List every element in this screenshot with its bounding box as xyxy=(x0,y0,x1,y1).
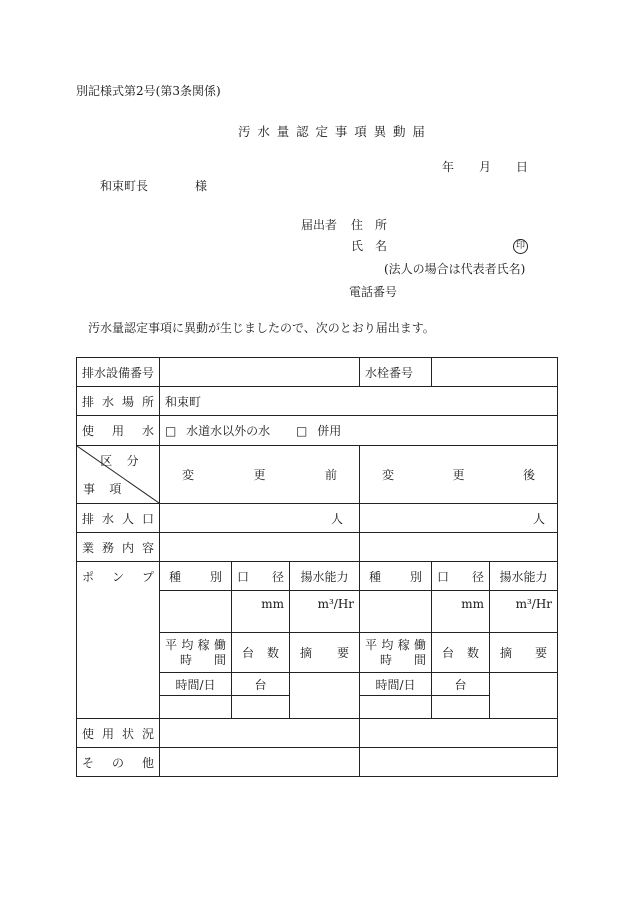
avg-operation-line2-text-after: 時間 xyxy=(380,652,427,667)
unit-count-text-before: 台数 xyxy=(242,646,279,660)
drain-location-label-text: 排水場所 xyxy=(82,394,154,409)
pump-bore-after-field[interactable]: mm xyxy=(432,591,490,633)
date-year-label: 年 xyxy=(442,160,455,174)
summary-after-field[interactable] xyxy=(490,673,558,719)
avg-operation-header-after xyxy=(360,633,432,673)
pump-bore-text-before: 口径 xyxy=(237,569,284,584)
business-content-label xyxy=(77,533,160,562)
avg-operation-line2-before xyxy=(165,653,226,668)
water-used-options xyxy=(160,416,558,446)
checkbox-combined[interactable]: □ xyxy=(296,424,308,438)
before-change-text: 変更前 xyxy=(182,468,338,482)
business-content-after[interactable] xyxy=(360,533,558,562)
before-change-header xyxy=(160,446,360,504)
pump-bore-header-before xyxy=(232,562,290,591)
drain-population-label xyxy=(77,504,160,533)
hours-per-day-after-value[interactable] xyxy=(360,696,432,719)
after-change-text: 変更後 xyxy=(382,468,536,482)
usage-status-label-text: 使用状況 xyxy=(82,726,154,741)
hours-per-day-after-field[interactable]: 時間/日 xyxy=(360,673,432,696)
drain-location-field[interactable]: 和束町 xyxy=(160,387,558,416)
business-content-before[interactable] xyxy=(160,533,360,562)
pump-label-text: ポンプ xyxy=(82,570,154,584)
page-title: 汚水量認定事項異動届 xyxy=(238,124,432,139)
summary-text-before: 摘要 xyxy=(300,646,350,660)
drain-population-after[interactable]: 人 xyxy=(360,504,558,533)
addressee: 和束町長 xyxy=(100,179,149,193)
pump-type-header-after xyxy=(360,562,432,591)
notification-table xyxy=(76,357,558,777)
avg-operation-line2-after xyxy=(365,653,426,668)
diagonal-header-cell xyxy=(77,446,160,504)
unit-machines-after-field[interactable]: 台 xyxy=(432,673,490,696)
summary-text-after: 摘要 xyxy=(500,646,548,660)
seal-glyph: 印 xyxy=(513,239,528,254)
option-non-tap-label: 水道水以外の水 xyxy=(186,424,271,438)
other-before[interactable] xyxy=(160,748,360,777)
pump-bore-header-after xyxy=(432,562,490,591)
business-content-label-text: 業務内容 xyxy=(82,540,154,555)
avg-operation-header-before xyxy=(160,633,232,673)
summary-header-after xyxy=(490,633,558,673)
name-label: 氏 名 xyxy=(351,239,388,253)
seal-mark xyxy=(513,238,528,254)
drain-location-label xyxy=(77,387,160,416)
drain-population-label-text: 排水人口 xyxy=(82,511,154,526)
other-label xyxy=(77,748,160,777)
date-day-label: 日 xyxy=(516,160,529,174)
water-used-label xyxy=(77,416,160,446)
hours-per-day-before-field[interactable]: 時間/日 xyxy=(160,673,232,696)
pump-capacity-header-after: 揚水能力 xyxy=(490,562,558,591)
hours-per-day-before-value[interactable] xyxy=(160,696,232,719)
honorific: 様 xyxy=(195,179,208,193)
avg-operation-line1-after: 平均稼働 xyxy=(365,637,427,652)
after-change-header xyxy=(360,446,558,504)
drain-population-before[interactable]: 人 xyxy=(160,504,360,533)
pump-type-after-field[interactable] xyxy=(360,591,432,633)
phone-label: 電話番号 xyxy=(349,285,398,299)
statement-text: 汚水量認定事項に異動が生じましたので、次のとおり届出ます。 xyxy=(88,321,435,335)
other-after[interactable] xyxy=(360,748,558,777)
unit-count-header-after xyxy=(432,633,490,673)
corporate-note: (法人の場合は代表者氏名) xyxy=(384,262,526,276)
water-used-label-text: 使用水 xyxy=(82,424,154,438)
pump-bore-text-after: 口径 xyxy=(437,569,485,584)
pump-capacity-header-before: 揚水能力 xyxy=(290,562,360,591)
pump-type-before-field[interactable] xyxy=(160,591,232,633)
usage-status-after[interactable] xyxy=(360,719,558,748)
form-number: 別記様式第2号(第3条関係) xyxy=(76,84,221,98)
pump-bore-before-field[interactable]: mm xyxy=(232,591,290,633)
option-combined-label: 併用 xyxy=(317,424,342,438)
hydrant-no-field[interactable] xyxy=(432,358,558,387)
pump-capacity-before-field[interactable]: m³/Hr xyxy=(290,591,360,633)
pump-capacity-after-field[interactable]: m³/Hr xyxy=(490,591,558,633)
pump-type-text-after: 種別 xyxy=(369,569,423,584)
unit-machines-before-field[interactable]: 台 xyxy=(232,673,290,696)
other-label-text: その他 xyxy=(82,755,154,770)
summary-before-field[interactable] xyxy=(290,673,360,719)
pump-label xyxy=(77,562,160,719)
usage-status-label xyxy=(77,719,160,748)
checkbox-non-tap[interactable]: □ xyxy=(165,424,177,438)
drain-facility-no-label: 排水設備番号 xyxy=(77,358,160,387)
pump-type-text-before: 種別 xyxy=(169,569,222,584)
unit-count-header-before xyxy=(232,633,290,673)
pump-type-header-before xyxy=(160,562,232,591)
applicant-role-label: 届出者 xyxy=(301,218,338,232)
summary-header-before xyxy=(290,633,360,673)
usage-status-before[interactable] xyxy=(160,719,360,748)
address-label: 住 所 xyxy=(351,218,388,232)
unit-machines-after-value[interactable] xyxy=(432,696,490,719)
unit-machines-before-value[interactable] xyxy=(232,696,290,719)
avg-operation-line1-before: 平均稼働 xyxy=(165,637,226,652)
unit-count-text-after: 台数 xyxy=(442,646,480,660)
avg-operation-line2-text-before: 時間 xyxy=(180,652,226,667)
diag-item-label: 事項 xyxy=(83,482,136,496)
date-month-label: 月 xyxy=(479,160,492,174)
diag-category-label: 区分 xyxy=(100,454,153,468)
hydrant-no-label: 水栓番号 xyxy=(360,358,432,387)
drain-facility-no-field[interactable] xyxy=(160,358,360,387)
